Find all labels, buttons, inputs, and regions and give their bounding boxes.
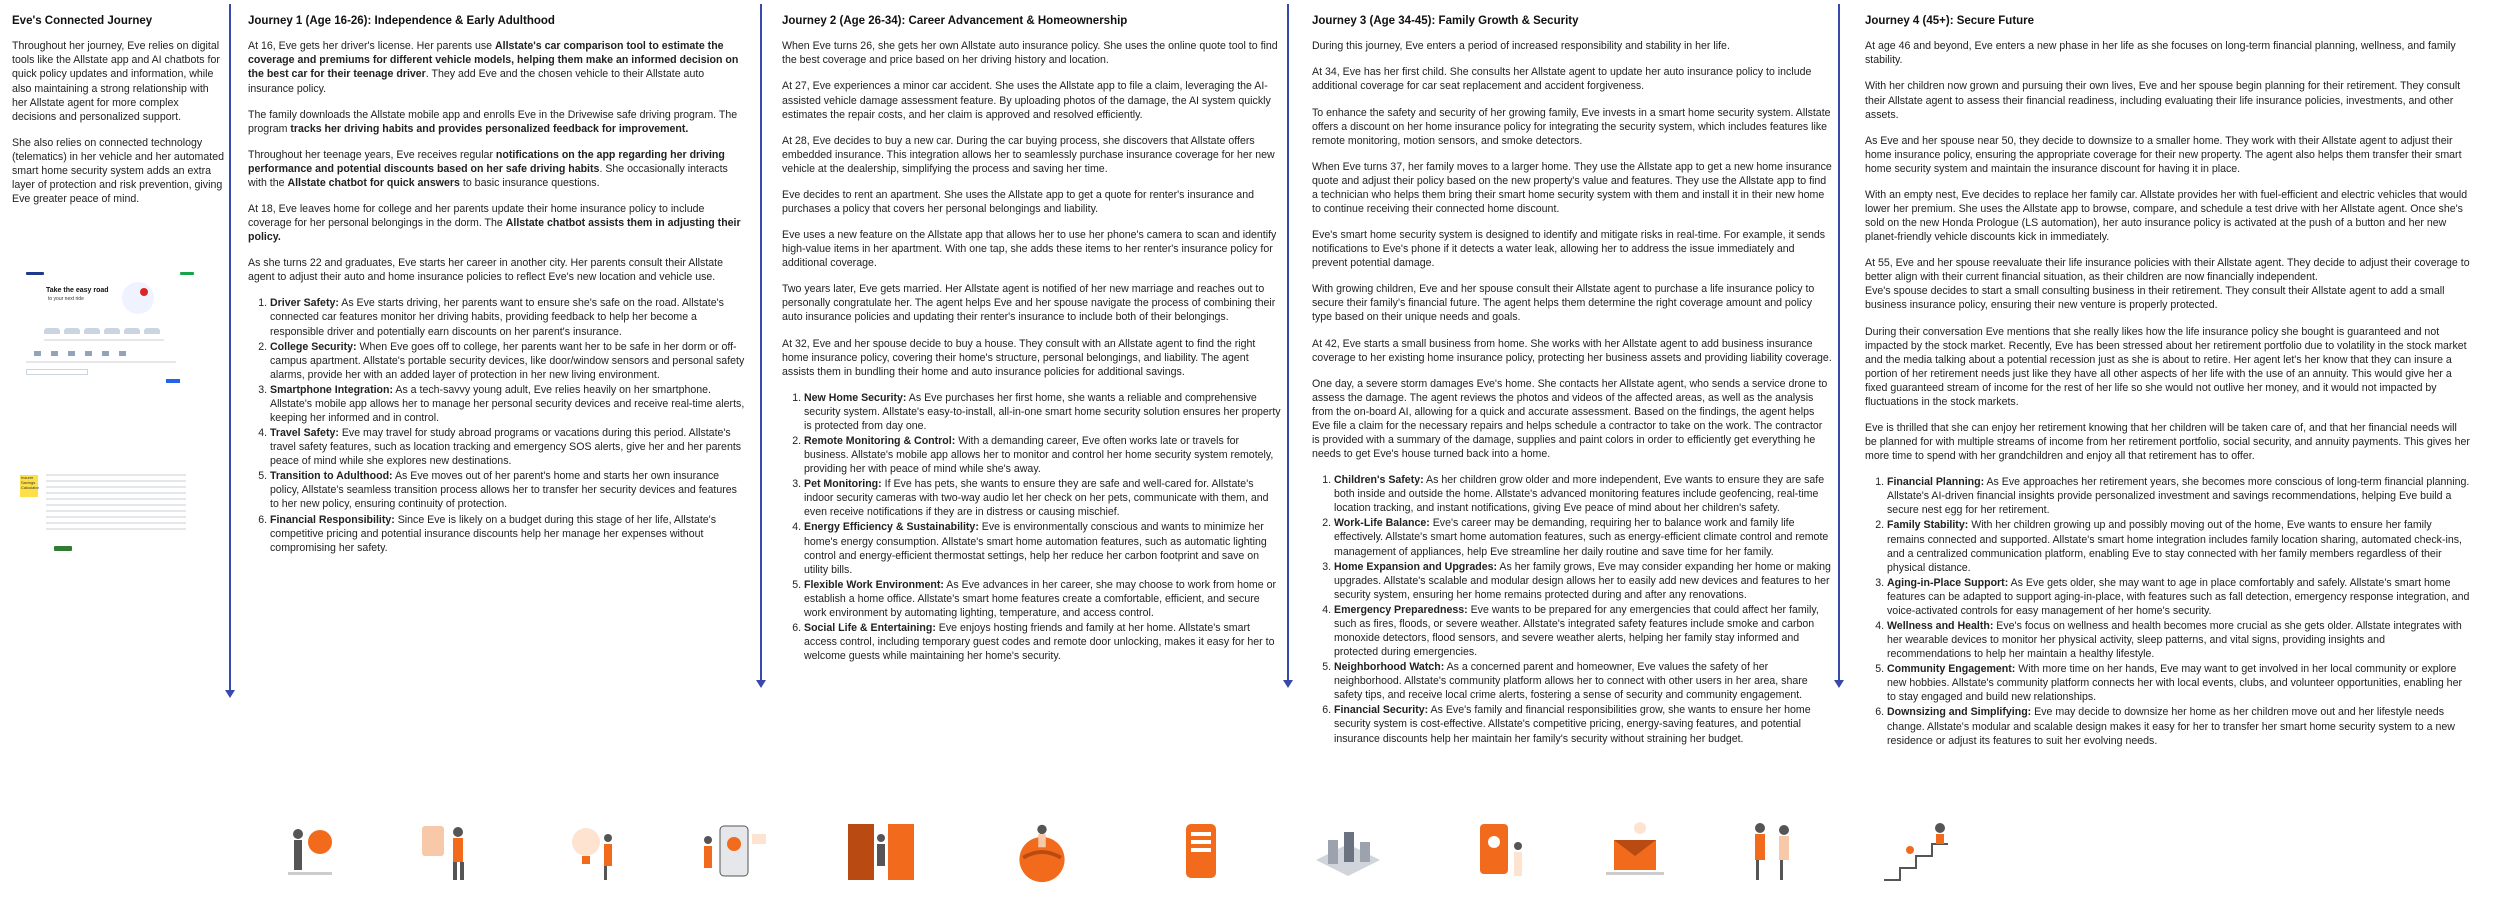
city-isometric-illustration: [1306, 820, 1390, 884]
journey-paragraph: At 32, Eve and her spouse decide to buy a house. They consult with an Allstate agent to find the right home insurance policy, covering their home's structure, personal belongings, and liability. The agent assists them in bundling their home and auto insurance policies for additional savings.: [782, 337, 1256, 378]
list-item: 4. Emergency Preparedness: Eve wants to be prepared for any emergencies that could affect her family, such as fires, floods, or severe weather. Allstate's integrated safety features include smoke and carbon monoxide detectors, flood sensors, and severe weather alerts, helping her family stay informed and protected during emergencies.: [1334, 603, 1832, 659]
journey-2-list: [782, 391, 1282, 663]
list-item: 3. Aging-in-Place Support: As Eve gets older, she may want to age in place comfortably and safely. Allstate's smart home features can be adapted to support aging-in-place, with features such as fall detection, emergency response integration, and voice-activated controls for easy management of her home's security.: [1887, 576, 2470, 618]
journey-paragraph: With an empty nest, Eve decides to replace her family car. Allstate provides her with fuel-efficient and electric vehicles that would lower her premium. She uses the Allstate app to browse, compare, and schedule a test drive with her Allstate agent. Once she's sold on the new Honda Prologue (LS automation), her auto insurance policy is activated at the push of a button and her new planet-friendly vehicle discounts kick in immediately.: [1865, 188, 2468, 244]
car-icon: [84, 328, 100, 334]
list-item: 1. Driver Safety: As Eve starts driving, her parents want to ensure she's safe on the road. Allstate's connected car features monitor her driving habits, providing feedback to help her become a responsible driver and potentially earn discounts on her parent's insurance.: [270, 296, 748, 338]
journey-4-title: Journey 4 (45+): Secure Future: [1865, 15, 2035, 27]
journey-paragraph: At 55, Eve and her spouse reevaluate their life insurance policies with their Allstate agent. They decide to adjust their coverage to better align with their current financial situation, as their children are now financially independent. Eve's spouse decides to start a small consulting business in their retirement. They consult their Allstate agent to add a small business insurance policy, ensuring their new venture is properly protected.: [1865, 257, 2470, 312]
journey-paragraph: Eve uses a new feature on the Allstate app that allows her to use her phone's camera to scan and identify high-value items in her apartment. With one tap, she adds these items to her renter's insurance policy for additional coverage.: [782, 229, 1277, 270]
category-icon: [51, 351, 58, 356]
list-item: 1. Financial Planning: As Eve approaches her retirement years, she becomes more conscious of long-term financial planning. Allstate's AI-driven financial insights provide personalized investment and savings recommendations, helping Eve build a secure nest egg for her retirement.: [1887, 475, 2470, 517]
journey-paragraph: Eve is thrilled that she can enjoy her retirement knowing that her children will be taken care of, and that her financial needs will be planned for with multiple streams of income from her retirement portfolio, social security, and annuity payments. This gives her more time to spend with her grandchildren and enjoy all that retirement has to offer.: [1865, 422, 2470, 463]
timeline-arrow: [760, 4, 762, 684]
map-pin-icon: [122, 282, 154, 314]
category-icon: [119, 351, 126, 356]
journey-3-list: [1312, 473, 1832, 745]
list-item: 5. Flexible Work Environment: As Eve advances in her career, she may choose to work from home or establish a home office. Allstate's smart home features create a comfortable, efficient, and secure work environment by automating lighting, temperature, and access control.: [804, 578, 1282, 620]
list-item: 2. Work-Life Balance: Eve's career may be demanding, requiring her to balance work and family life effectively. Allstate's smart home automation features, such as energy-efficient climate control and remote management of appliances, help Eve streamline her daily routine and save time for her family.: [1334, 516, 1832, 558]
list-item: 5. Neighborhood Watch: As a concerned parent and homeowner, Eve values the safety of her neighborhood. Allstate's community platform allows her to connect with other users in her area, share safety tips, and receive local crime alerts, fostering a sense of security and community engagement.: [1334, 660, 1832, 702]
journey-paragraph: Eve's smart home security system is designed to identify and mitigate risks in real-time. For example, it sends notifications to Eve's phone if it detects a water leak, allowing her to address the issue immediately and prevent potential damage.: [1312, 229, 1826, 270]
category-icon: [34, 351, 41, 356]
journey-paragraph: Throughout her teenage years, Eve receives regular notifications on the app regarding her driving performance and potential discounts based on her safe driving habits. She occasionally interacts with the Allstate chatbot for quick answers to basic insurance questions.: [248, 148, 728, 189]
intro-paragraph: Throughout her journey, Eve relies on digital tools like the Allstate app and AI chatbots for quick policy updates and information, while also maintaining a strong relationship with her Allstate agent for more complex decisions and personalized support.: [12, 40, 220, 123]
thumb-hero-title: Take the easy road: [46, 287, 109, 294]
thumb-hero-subtitle: to your next ride: [48, 296, 84, 302]
logo-icon: [26, 272, 44, 275]
couple-walking-illustration: [1740, 820, 1806, 884]
thumb-input: [26, 369, 88, 375]
journey-paragraph: At 34, Eve has her first child. She consults her Allstate agent to update her auto insurance policy to include additional coverage for car seat replacement and accident forgiveness.: [1312, 66, 1812, 93]
globe-journey-illustration: [1000, 820, 1084, 884]
list-item: 2. Remote Monitoring & Control: With a demanding career, Eve often works late or travels for business. Allstate's mobile app allows her to monitor and control her home security system remotely, providing her with peace of mind while she's away.: [804, 434, 1282, 476]
doorway-illustration: [838, 820, 928, 884]
sticky-note: Insurer Savings Calculator: [20, 475, 38, 497]
journey-paragraph: At 42, Eve starts a small business from home. She works with her Allstate agent to add business insurance coverage to her existing home insurance policy, protecting her business assets and providing liability coverage.: [1312, 337, 1832, 364]
car-icon: [144, 328, 160, 334]
journey-paragraph: One day, a severe storm damages Eve's home. She contacts her Allstate agent, who sends a service drone to assess the damage. The agent reviews the photos and videos of the affected areas, as well as the analysis from the on-board AI, allowing for a quick and accurate assessment. Based on the findings, the agent helps Eve file a claim for the necessary repairs and helps schedule a contractor to take on the work. The contractor is provided with a summary of the damage, supplies and paint colors in order to efficiently get everything he needs to get Eve's house turned back into a home.: [1312, 377, 1828, 461]
list-item: 4. Energy Efficiency & Sustainability: Eve is environmentally conscious and wants to minimize her home's energy consumption. Allstate's smart home automation features, such as automatic lighting control and energy-efficient thermostat settings, help her reduce her carbon footprint and save on utility bills.: [804, 520, 1282, 576]
list-item: 6. Downsizing and Simplifying: Eve may decide to downsize her home as her children move out and her lifestyle needs change. Allstate's modular and scalable design makes it easy for her to transfer her smart home security system to a new residence or adjust its features to suit her evolving needs.: [1887, 705, 2470, 747]
list-item: 6. Social Life & Entertaining: Eve enjoys hosting friends and family at her home. Allstate's smart access control, including temporary guest codes and remote door unlocking, makes it easy for her to welcome guests while maintaining her home's security.: [804, 621, 1282, 663]
list-item: 4. Travel Safety: Eve may travel for study abroad programs or vacations during this period. Allstate's travel safety features, such as location tracking and emergency SOS alerts, give her and her parents peace of mind while she explores new destinations.: [270, 426, 748, 468]
journey-3-column: [1312, 14, 1832, 747]
journey-4-column: [1865, 14, 2470, 749]
journey-paragraph: When Eve turns 26, she gets her own Allstate auto insurance policy. She uses the online quote tool to find the best coverage and price based on her driving history and location.: [782, 40, 1278, 67]
journey-1-list: [248, 296, 748, 554]
category-icon: [102, 351, 109, 356]
journey-paragraph: With her children now grown and pursuing their own lives, Eve and her spouse begin planning for their retirement. They consult their Allstate agent to assess their financial readiness, including evaluating their life insurance policies, investments, and other assets.: [1865, 80, 2461, 121]
journey-4-list: [1865, 475, 2470, 747]
list-item: 2. College Security: When Eve goes off to college, her parents want her to be safe in her dorm or off-campus apartment. Allstate's portable security devices, like door/window sensors and personal safety alarms, provide her with an added layer of protection in her new living environment.: [270, 340, 748, 382]
car-icon: [44, 328, 60, 334]
person-with-ball-illustration: [280, 820, 340, 884]
car-icon: [64, 328, 80, 334]
journey-paragraph: To enhance the safety and security of her growing family, Eve invests in a smart home security system. Allstate offers a discount on her home insurance policy for integrating the security system, which includes features like remote monitoring, motion sensors, and smoke detectors.: [1312, 106, 1831, 147]
thumb-submit-button: [166, 379, 180, 383]
list-item: 3. Home Expansion and Upgrades: As her family grows, Eve may consider expanding her home or making upgrades. Allstate's scalable and modular design allows her to easily add new devices and features to her security system, ensuring her home remains protected during and after any renovations.: [1334, 560, 1832, 602]
journey-paragraph: As Eve and her spouse near 50, they decide to downsize to a smaller home. They work with their Allstate agent to adjust their home insurance policy, ensuring the appropriate coverage for their new property. The agent also helps them transfer their smart home security system and maintain the insurance discount for having it in place.: [1865, 134, 2462, 175]
journey-2-column: [782, 14, 1282, 664]
timeline-arrow: [1838, 4, 1840, 684]
stairs-climb-illustration: [1880, 820, 1956, 884]
list-item: 6. Financial Security: As Eve's family and financial responsibilities grow, she wants to ensure her home security system is cost-effective. Allstate's competitive pricing, energy-saving features, and potential insurance discounts help her maintain her family's security without straining her budget.: [1334, 703, 1832, 745]
journey-paragraph: The family downloads the Allstate mobile app and enrolls Eve in the Drivewise safe driving program. The program tracks her driving habits and provides personalized feedback for improvement.: [248, 108, 738, 135]
intro-title: Eve's Connected Journey: [12, 15, 153, 27]
journey-paragraph: When Eve turns 37, her family moves to a larger home. They use the Allstate app to get a new home insurance quote and adjust their policy based on the new property's value and features. They use the Allstate app to find a technician who helps them bring their smart home security system with them and install it in their new home to continue receiving their connected home discount.: [1312, 160, 1832, 215]
journey-paragraph: At 18, Eve leaves home for college and her parents update their home insurance policy to include coverage for her personal belongings in the dorm. The Allstate chatbot assists them in adjusting their policy.: [248, 202, 741, 244]
smartphone-gear-illustration: [690, 820, 770, 884]
intro-column: [12, 14, 224, 218]
journey-1-title: Journey 1 (Age 16-26): Independence & Early Adulthood: [248, 15, 555, 27]
allstate-site-thumbnail: [21, 270, 194, 560]
journey-paragraph: During their conversation Eve mentions that she really likes how the life insurance policy she bought is guaranteed and not impacted by the stock market. Recently, Eve has been stressed about her retirement portfolio due to volatility in the stock market and the media talking about a potential recession just as she is about to retire. Her agent let's her know that they can insure a portion of her retirement needs just like they have all other aspects of her life with the use of an annuity. This would give her a fixed guaranteed stream of income for the rest of her life so she would not outlive her money, and it would not impacted by fluctuations in the stock markets.: [1865, 325, 2467, 408]
journey-paragraph: With growing children, Eve and her spouse consult their Allstate agent to purchase a life insurance policy to secure their family's financial future. The agent helps them determine the right coverage amount and policy type based on their unique needs and goals.: [1312, 283, 1815, 324]
journey-paragraph: Eve decides to rent an apartment. She uses the Allstate app to get a quote for renter's insurance and purchases a policy that covers her personal belongings and liability.: [782, 188, 1254, 215]
list-item: 6. Financial Responsibility: Since Eve is likely on a budget during this stage of her life, Allstate's competitive pricing and potential insurance discounts help her manage her expenses without compromising her safety.: [270, 513, 748, 555]
category-icon: [68, 351, 75, 356]
timeline-arrow: [229, 4, 231, 694]
list-item: 2. Family Stability: With her children growing up and possibly moving out of the home, Eve wants to ensure her family remains connected and supported. Allstate's smart home integration includes family location sharing, automated check-ins, and a centralized communication platform, enabling Eve to stay connected with her family members regardless of their physical distance.: [1887, 518, 2470, 574]
list-item: 3. Smartphone Integration: As a tech-savvy young adult, Eve relies heavily on her smartphone. Allstate's mobile app allows her to manage her personal security devices and receive real-time alerts, keeping her informed and in control.: [270, 383, 748, 425]
journey-1-column: [248, 14, 748, 556]
journey-paragraph: As she turns 22 and graduates, Eve starts her career in another city. Her parents consult their Allstate agent to adjust their auto and home insurance policies to reflect Eve's new location and vehicle use.: [248, 257, 724, 284]
car-icon: [124, 328, 140, 334]
phone-person-illustration: [1460, 820, 1530, 884]
thumb-green-button: [54, 546, 72, 551]
friends-phone-illustration: [416, 820, 486, 884]
mail-envelope-illustration: [1600, 820, 1670, 884]
car-icon: [104, 328, 120, 334]
journey-2-title: Journey 2 (Age 26-34): Career Advancement & Homeownership: [782, 15, 1128, 27]
journey-paragraph: At 27, Eve experiences a minor car accident. She uses the Allstate app to file a claim, leveraging the AI-assisted vehicle damage assessment feature. By uploading photos of the damage, the AI system quickly estimates the repair costs, and her claim is approved and resolved efficiently.: [782, 80, 1271, 121]
journey-paragraph: At age 46 and beyond, Eve enters a new phase in her life as she focuses on long-term financial planning, wellness, and family stability.: [1865, 40, 2456, 67]
list-item: 4. Wellness and Health: Eve's focus on wellness and health becomes more crucial as she gets older. Allstate integrates with her wearable devices to monitor her physical activity, sleep patterns, and vital signs, providing insights and recommendations to help her maintain a healthy lifestyle.: [1887, 619, 2470, 661]
list-item: 5. Community Engagement: With more time on her hands, Eve may want to get involved in her local community or explore new hobbies. Allstate's community platform connects her with local events, clubs, and volunteer opportunities, enabling her to stay engaged and build new relationships.: [1887, 662, 2470, 704]
timeline-arrow: [1287, 4, 1289, 684]
journey-paragraph: At 28, Eve decides to buy a new car. During the car buying process, she discovers that Allstate offers embedded insurance. This integration allows her to seamlessly purchase insurance coverage for her new vehicle at the dealership, simplifying the process and saving her time.: [782, 134, 1275, 175]
category-icon: [85, 351, 92, 356]
journey-3-title: Journey 3 (Age 34-45): Family Growth & Security: [1312, 15, 1579, 27]
intro-paragraph: She also relies on connected technology (telematics) in her vehicle and her automated smart home security system adds an extra layer of protection and risk prevention, giving Eve greater peace of mind.: [12, 136, 224, 206]
journey-paragraph: During this journey, Eve enters a period of increased responsibility and stability in her life.: [1312, 40, 1730, 53]
journey-paragraph: At 16, Eve gets her driver's license. Her parents use Allstate's car comparison tool to estimate the coverage and premiums for different vehicle models, helping them make an informed decision on the best car for their teenage driver. They add Eve and the chosen vehicle to their Allstate auto insurance policy.: [248, 40, 739, 95]
mobile-app-illustration: [1172, 820, 1232, 884]
lightbulb-idea-illustration: [558, 820, 628, 884]
list-item: 3. Pet Monitoring: If Eve has pets, she wants to ensure they are safe and well-cared for. Allstate's indoor security cameras with two-way audio let her check on her pets, communicate with them, and even receive notifications if they are in distress or causing mischief.: [804, 477, 1282, 519]
list-item: 1. Children's Safety: As her children grow older and more independent, Eve wants to ensure they are safe both inside and outside the home. Allstate's advanced monitoring features include geofencing, real-time location tracking, and instant notifications, giving Eve peace of mind about her children's safety.: [1334, 473, 1832, 515]
list-item: 1. New Home Security: As Eve purchases her first home, she wants a reliable and comprehensive security system. Allstate's easy-to-install, all-in-one smart home security solution ensures her property is protected from day one.: [804, 391, 1282, 433]
journey-paragraph: Two years later, Eve gets married. Her Allstate agent is notified of her new marriage and reaches out to personally congratulate her. The agent helps Eve and her spouse navigate the process of combining their auto insurance policies and updating their renter's insurance to include both of their belongings.: [782, 283, 1276, 324]
get-quote-button: [180, 272, 194, 275]
list-item: 5. Transition to Adulthood: As Eve moves out of her parent's home and starts her own insurance policy, Allstate's seamless transition process allows her to transfer her security devices and features to her new policy, ensuring continuity of protection.: [270, 469, 748, 511]
